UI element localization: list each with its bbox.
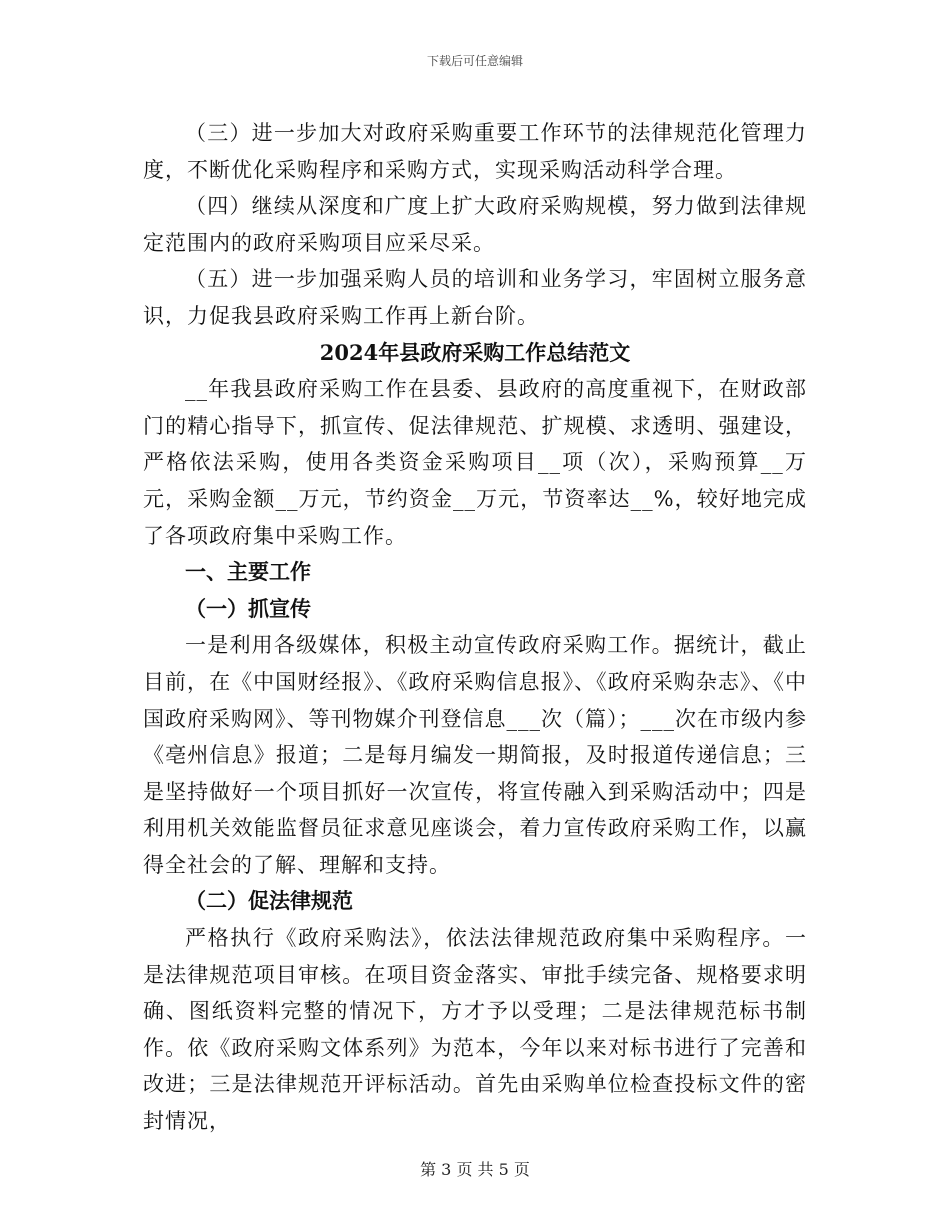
paragraph-item-3: （三）进一步加大对政府采购重要工作环节的法律规范化管理力度，不断优化采购程序和采购方式，实现采购活动科学合理。	[143, 121, 807, 182]
intro-paragraph: __年我县政府采购工作在县委、县政府的高度重视下，在财政部门的精心指导下，抓宣传、促法律规范、扩规模、求透明、强建设，严格依法采购，使用各类资金采购项目__项（次），采购预算__万元，采购金额__万元，节约资金__万元，节资率达__%，较好地完成了各项政府集中采购工作。	[143, 377, 807, 548]
paragraph-item-4: （四）继续从深度和广度上扩大政府采购规模，努力做到法律规定范围内的政府采购项目应采尽采。	[143, 194, 807, 255]
document-body	[143, 115, 807, 1140]
legal-norms-paragraph: 严格执行《政府采购法》，依法法律规范政府集中采购程序。一是法律规范项目审核。在项目资金落实、审批手续完备、规格要求明确、图纸资料完整的情况下，方才予以受理；二是法律规范标书制作。依《政府采购文体系列》为范本，今年以来对标书进行了完善和改进；三是法律规范开评标活动。首先由采购单位检查投标文件的密封情况，	[143, 926, 807, 1134]
publicity-paragraph: 一是利用各级媒体，积极主动宣传政府采购工作。据统计，截止目前，在《中国财经报》、《政府采购信息报》、《政府采购杂志》、《中国政府采购网》、等刊物媒介刊登信息___次（篇）；___次在市级内参《亳州信息》报道；二是每月编发一期简报，及时报道传递信息；三是坚持做好一个项目抓好一次宣传，将宣传融入到采购活动中；四是利用机关效能监督员征求意见座谈会，着力宣传政府采购工作，以赢得全社会的了解、理解和支持。	[143, 633, 807, 877]
subsection-heading-publicity: （一）抓宣传	[185, 595, 311, 621]
paragraph-item-5: （五）进一步加强采购人员的培训和业务学习，牢固树立服务意识，力促我县政府采购工作再上新台阶。	[143, 267, 807, 328]
subsection-heading-legal-norms: （二）促法律规范	[185, 888, 353, 914]
section-heading-main-work: 一、主要工作	[185, 559, 311, 585]
page-header: 下载后可任意编辑	[426, 54, 523, 68]
document-title: 2024年县政府采购工作总结范文	[319, 339, 631, 365]
page-number: 第 3 页 共 5 页	[420, 1160, 530, 1179]
